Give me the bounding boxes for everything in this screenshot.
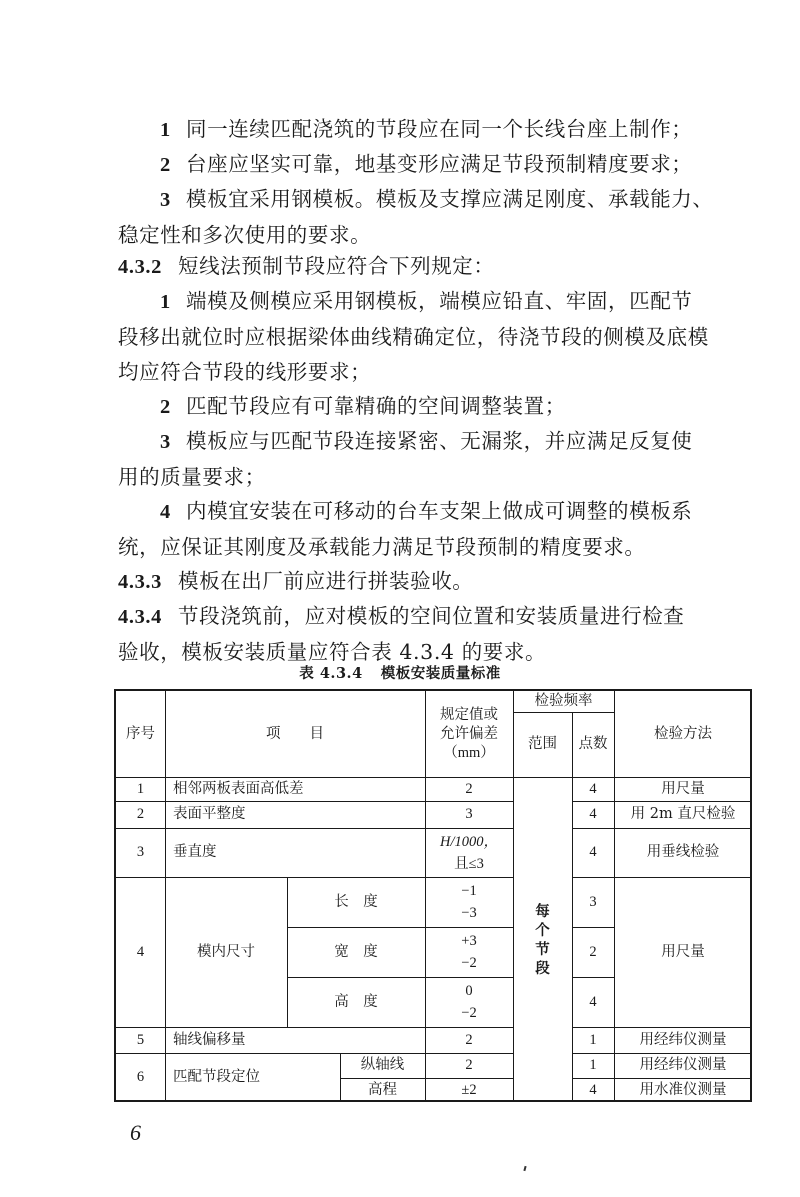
row-6-sub-axis-method: 用经纬仪测量 — [639, 1057, 727, 1073]
row-5-value: 2 — [465, 1031, 473, 1048]
clause-4-3-2 — [118, 249, 758, 285]
table-caption — [0, 662, 800, 683]
list-item-4-3-2-4 — [118, 494, 758, 565]
quality-standard-table — [114, 689, 752, 1102]
clause-text-cont: 验收，模板安装质量应符合表 4.3.4 的要求。 — [118, 640, 547, 664]
row-1-item: 相邻两板表面高低差 — [173, 780, 304, 797]
item-number: 2 — [160, 154, 171, 176]
header-method: 检验方法 — [654, 725, 712, 742]
value-line: 0 — [465, 983, 473, 999]
page-number: 6 — [130, 1120, 141, 1145]
list-item-3 — [118, 182, 758, 253]
row-4-sub-height-value — [425, 977, 513, 1027]
item-text-cont: 稳定性和多次使用的要求。 — [118, 223, 372, 247]
row-2-method: 用 2m 直尺检验 — [630, 806, 736, 822]
row-6-sub-elevation: 高程 — [368, 1081, 397, 1098]
clause-text: 短线法预制节段应符合下列规定： — [178, 254, 495, 278]
item-number: 3 — [160, 189, 171, 211]
list-item-2 — [118, 147, 800, 183]
clause-number: 4.3.2 — [118, 256, 162, 278]
table-title: 模板安装质量标准 — [380, 665, 501, 682]
row-2-item: 表面平整度 — [173, 806, 246, 822]
row-6-sub-elevation-value: ±2 — [461, 1081, 477, 1098]
row-4-sub-length-points: 3 — [589, 893, 597, 910]
row-3-value — [425, 828, 513, 877]
item-number: 4 — [160, 501, 171, 523]
item-text: 模板应与匹配节段连接紧密、无漏浆，并应满足反复使 — [186, 429, 693, 453]
row-4-sub-height-points: 4 — [589, 993, 597, 1010]
item-text-cont: 用的质量要求； — [118, 465, 266, 489]
range-char: 每 — [535, 902, 550, 920]
row-6-sub-axis: 纵轴线 — [360, 1057, 405, 1073]
row-4-sub-width-points: 2 — [589, 943, 597, 960]
row-4-sub-width-value — [425, 927, 513, 977]
list-item-4-3-2-3 — [118, 424, 758, 495]
header-item: 项 目 — [266, 725, 324, 742]
item-text: 内模宜安装在可移动的台车支架上做成可调整的模板系 — [186, 499, 693, 523]
row-1-points: 4 — [589, 780, 597, 797]
header-frequency: 检验频率 — [534, 693, 593, 709]
row-2-value: 3 — [465, 806, 473, 822]
row-5-method: 用经纬仪测量 — [639, 1031, 727, 1048]
row-6-item: 匹配节段定位 — [173, 1069, 260, 1085]
row-6-sub-axis-points: 1 — [589, 1057, 597, 1073]
item-number: 3 — [160, 431, 171, 453]
item-text: 模板宜采用钢模板。模板及支撑应满足刚度、承载能力、 — [186, 187, 714, 211]
item-text-cont: 段移出就位时应根据梁体曲线精确定位，待浇节段的侧模及底模 — [118, 325, 709, 349]
range-char: 段 — [535, 959, 550, 977]
row-4-sub-height: 高 度 — [334, 993, 378, 1010]
header-seq: 序号 — [126, 725, 155, 742]
row-1-value: 2 — [465, 780, 473, 797]
item-text: 匹配节段应有可靠精确的空间调整装置； — [186, 394, 566, 418]
row-2-seq: 2 — [136, 806, 145, 822]
header-value-line: 规定值或 — [440, 706, 498, 723]
range-char: 个 — [535, 921, 550, 939]
row-3-method: 用垂线检验 — [646, 844, 720, 860]
row-3-item: 垂直度 — [173, 844, 217, 860]
row-4-sub-length: 长 度 — [334, 893, 378, 910]
list-item-1 — [118, 112, 800, 148]
item-text-cont: 统，应保证其刚度及承载能力满足节段预制的精度要求。 — [118, 535, 646, 559]
item-number: 1 — [160, 291, 171, 313]
header-points: 点数 — [578, 736, 608, 752]
clause-4-3-3 — [118, 564, 758, 600]
value-line: −2 — [461, 1005, 477, 1021]
value-line: +3 — [461, 933, 477, 949]
header-range: 范围 — [528, 736, 557, 752]
clause-number: 4.3.3 — [118, 571, 162, 593]
value-line: −3 — [461, 905, 477, 921]
row-4-sub-length-value — [425, 877, 513, 927]
table-number: 表 4.3.4 — [299, 665, 363, 682]
header-value-line: 允许偏差 — [440, 725, 498, 742]
row-4-item: 模内尺寸 — [197, 943, 255, 960]
item-text: 台座应坚实可靠，地基变形应满足节段预制精度要求； — [186, 152, 693, 176]
item-number: 1 — [160, 119, 171, 141]
row-4-seq: 4 — [136, 943, 145, 960]
row-3-points: 4 — [589, 844, 597, 860]
value-line: −1 — [461, 883, 477, 899]
item-text: 端模及侧模应采用钢模板，端模应铅直、牢固，匹配节 — [186, 289, 693, 313]
list-item-4-3-2-2 — [118, 389, 800, 425]
print-speck — [523, 1166, 526, 1171]
value-line: 且≤3 — [454, 855, 484, 872]
row-1-seq: 1 — [136, 780, 145, 797]
row-6-sub-axis-value: 2 — [465, 1057, 473, 1073]
row-6-sub-elevation-points: 4 — [589, 1081, 597, 1098]
row-4-method: 用尺量 — [661, 943, 705, 960]
row-6-seq: 6 — [136, 1069, 145, 1085]
row-5-seq: 5 — [136, 1031, 145, 1048]
item-text-cont: 均应符合节段的线形要求； — [118, 360, 372, 384]
clause-text: 模板在出厂前应进行拼装验收。 — [178, 569, 474, 593]
row-3-seq: 3 — [136, 844, 145, 860]
row-4-sub-width: 宽 度 — [334, 943, 378, 960]
row-1-method: 用尺量 — [661, 780, 705, 797]
value-line: −2 — [461, 955, 477, 971]
clause-number: 4.3.4 — [118, 606, 162, 628]
clause-text: 节段浇筑前，应对模板的空间位置和安装质量进行检查 — [178, 604, 685, 628]
range-per-segment — [513, 777, 572, 1102]
row-6-sub-elevation-method: 用水准仪测量 — [639, 1081, 727, 1098]
clause-4-3-4 — [118, 599, 758, 670]
item-text: 同一连续匹配浇筑的节段应在同一个长线台座上制作； — [186, 117, 693, 141]
header-value-line: （mm） — [443, 744, 495, 761]
row-5-item: 轴线偏移量 — [173, 1031, 246, 1048]
header-value — [425, 691, 513, 777]
item-number: 2 — [160, 396, 171, 418]
value-line: H/1000， — [440, 833, 498, 850]
row-5-points: 1 — [589, 1031, 597, 1048]
row-2-points: 4 — [589, 806, 597, 822]
range-char: 节 — [535, 940, 550, 958]
list-item-4-3-2-1 — [118, 284, 758, 390]
